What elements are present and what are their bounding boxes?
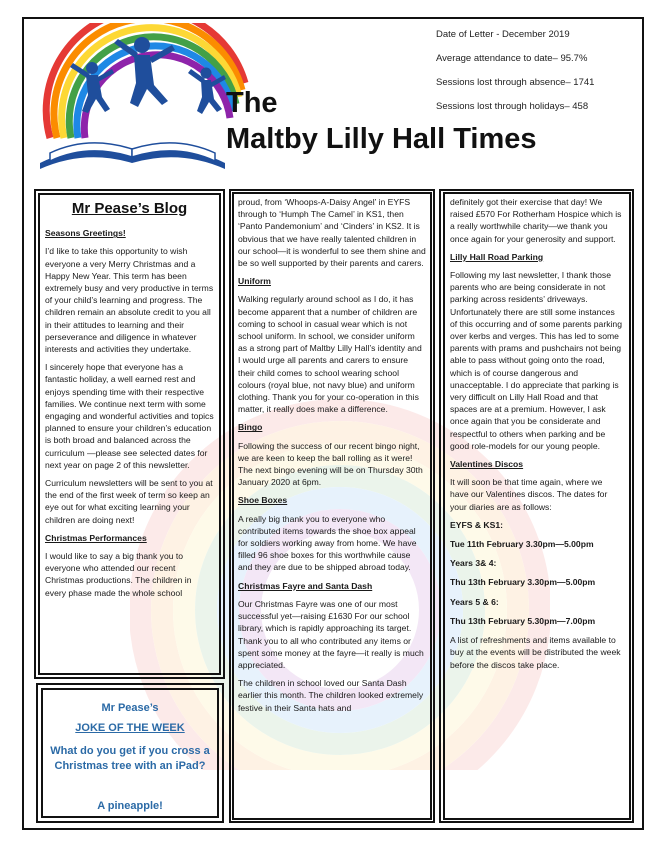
disco-group-years-5-6: Years 5 & 6: [450, 596, 499, 607]
middle-column [232, 192, 432, 820]
article-paragraph: proud, from ‘Whoops-A-Daisy Angel’ in EYFS through to ‘Humph The Camel’ in KS1, then ‘Panto Pandemonium’ and ‘Cinders’ in KS2. It is obvious that we have really talented children in our school—it is wonderful to see them shine and be so well supported by their parents and carers. [238, 197, 426, 269]
heading-bingo: Bingo [238, 422, 263, 433]
article-paragraph: Our Christmas Fayre was one of our most successful yet—raising £1630 For our school library, which is rapidly approaching its target. Thank you to all who contributed any items or spent some money at the fayre—it really is much appreciated. [238, 598, 424, 670]
joke-answer: A pineapple! [97, 800, 163, 812]
blog-paragraph: I’d like to take this opportunity to wish everyone a very Merry Christmas and a Happy New Year. This term has been extremely busy and very productive in terms of your child’s learning and progress. The children remain an absolute credit to you all in their attitudes to learning and their perseverance and diligence in whatever interests and activities they undertake. [45, 246, 214, 355]
title-line-2: Maltby Lilly Hall Times [226, 123, 537, 155]
joke-box [41, 688, 219, 818]
joke-heading: JOKE OF THE WEEK [75, 722, 185, 734]
heading-valentines-discos: Valentines Discos [450, 459, 524, 470]
disco-date-years-3-4: Thu 13th February 3.30pm—5.00pm [450, 577, 596, 588]
heading-seasons-greetings: Seasons Greetings! [45, 228, 126, 239]
joke-author: Mr Pease’s [101, 702, 159, 714]
masthead [24, 19, 642, 179]
article-paragraph: Following my last newsletter, I thank those parents who are being considerate in not parking across residents’ driveways. Unfortunately there are still some instances of this occurring and of some parents parking over kerbs and verges. This has led to some parents with prams and pushchairs not being able to pass without going onto the road, which is of course dangerous and unacceptable. I do appreciate that parking is very difficult on Lilly Hall Road and that spaces are at a premium. However, I ask once again that you be considerate and respectful to others when parking and be good role-models for our young people. [450, 270, 622, 451]
right-column [443, 192, 631, 820]
blog-paragraph: I would like to say a big thank you to everyone who attended our recent Christmas productions. The children in every phase made the whole school [45, 551, 192, 598]
letter-date: Date of Letter - December 2019 [436, 29, 570, 40]
heading-shoe-boxes: Shoe Boxes [238, 495, 288, 506]
heading-uniform: Uniform [238, 276, 271, 287]
disco-group-eyfs-ks1: EYFS & KS1: [450, 519, 504, 530]
blog-column [38, 193, 221, 675]
average-attendance: Average attendance to date– 95.7% [436, 53, 588, 64]
article-paragraph: A list of refreshments and items available to buy at the events will be distributed the week before the discos take place. [450, 635, 621, 670]
heading-christmas-fayre: Christmas Fayre and Santa Dash [238, 580, 373, 591]
article-paragraph: It will soon be that time again, where we have our Valentines discos. The dates for your diaries are as follows: [450, 477, 608, 512]
article-paragraph: The children in school loved our Santa Dash earlier this month. The children looked extremely festive in their Santa hats and [238, 678, 424, 713]
blog-title: Mr Pease’s Blog [71, 200, 188, 217]
article-paragraph: A really big thank you to everyone who contributed items towards the shoe box appeal for soldiers working away from home. We have filled 96 shoe boxes for this worthwhile cause and they are due to be shipped abroad today. [238, 513, 417, 573]
disco-group-years-3-4: Years 3& 4: [450, 558, 497, 569]
article-paragraph: definitely got their exercise that day! We raised £570 For Rotherham Hospice which is a really worthwhile charity—we thank you once again for your generosity and support. [450, 197, 622, 244]
disco-date-years-5-6: Thu 13th February 5.30pm—7.00pm [450, 615, 596, 626]
blog-paragraph: I sincerely hope that everyone has a fantastic holiday, a well earned rest and enjoys spending time with their respective families. We continue next term with some engaging and wonderful activities and topics planned to ensure your children’s education is both broad and balanced across the curriculum —please see selected dates for next year on page 2 of this newsletter. [45, 362, 214, 470]
sessions-lost-absence: Sessions lost through absence– 1741 [436, 77, 595, 88]
heading-parking: Lilly Hall Road Parking [450, 251, 544, 262]
article-paragraph: Following the success of our recent bingo night, we are keen to keep the ball rolling as it were! The next bingo evening will be on Thursday 30th January 2020 at 6pm. [238, 440, 423, 488]
attendance-stats [436, 23, 594, 119]
heading-christmas-performances: Christmas Performances [45, 532, 147, 543]
disco-date-eyfs-ks1: Tue 11th February 3.30pm—5.00pm [450, 539, 594, 550]
sessions-lost-holidays: Sessions lost through holidays– 458 [436, 101, 589, 112]
title-line-1: The [226, 87, 278, 119]
joke-question: What do you get if you cross a Christmas tree with an iPad? [50, 745, 210, 772]
blog-paragraph: Curriculum newsletters will be sent to you at the end of the first week of term so keep an eye out for what exciting learning your children are doing next! [45, 478, 213, 525]
article-paragraph: Walking regularly around school as I do, it has become apparent that a number of children are coming to school in casual wear which is not school uniform. In school, we consider uniform as a strong part of Maltby Lilly Hall’s identity and I would urge all parents and carers to ensure their child comes to school wearing school colours (royal blue, not navy blue) and uniform clothing. Thank you for your co-operation in this matter, it really does make a difference. [238, 294, 422, 415]
